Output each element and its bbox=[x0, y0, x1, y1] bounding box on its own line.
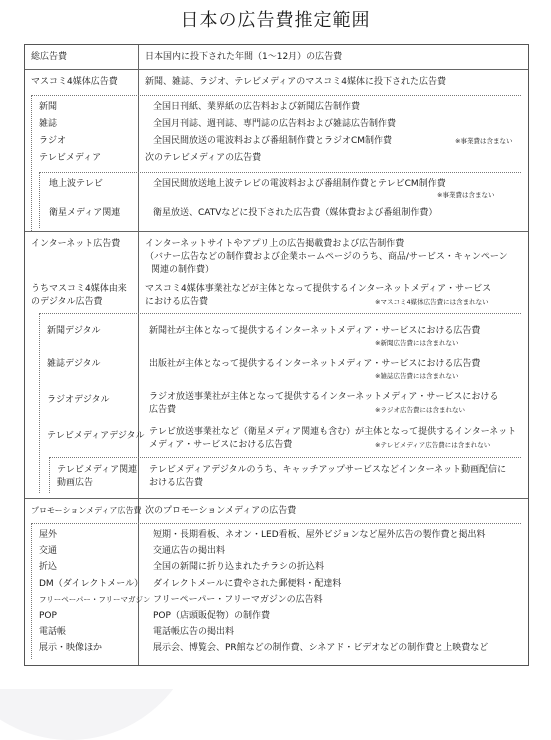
row-label-internet: インターネット広告費 bbox=[31, 239, 121, 249]
note-rd-digital: ※ラジオ広告費には含まれない bbox=[375, 406, 465, 414]
row-divider bbox=[25, 231, 528, 232]
page-title: 日本の広告費推定範囲 bbox=[180, 10, 371, 31]
row-desc-newspaper: 全国日刊紙、業界紙の広告料および新聞広告制作費 bbox=[153, 102, 361, 112]
row-label-tv-video-1: テレビメディア関連 bbox=[57, 465, 138, 475]
row-desc-mass: 新聞、雑誌、ラジオ、テレビメディアのマスコミ4媒体に投下された広告費 bbox=[145, 77, 447, 87]
promo-item-label: 展示・映像ほか bbox=[39, 643, 103, 654]
row-label-promo: プロモーションメディア広告費 bbox=[31, 506, 142, 515]
row-desc-tv-video-1: テレビメディアデジタルのうち、キャッチアップサービスなどインターネット動画配信に bbox=[149, 465, 507, 475]
dotted-bracket bbox=[39, 313, 40, 493]
promo-item-desc: 展示会、博覧会、PR館などの制作費、シネアド・ビデオなどの制作費と上映費など bbox=[153, 643, 489, 654]
row-label-total: 総広告費 bbox=[31, 52, 68, 62]
note-terrestrial: ※事業費は含まない bbox=[437, 191, 495, 199]
promo-item-label: 屋外 bbox=[39, 530, 58, 540]
row-divider bbox=[25, 498, 528, 499]
row-label-terrestrial: 地上波テレビ bbox=[49, 179, 103, 189]
row-desc-tv: 次のテレビメディアの広告費 bbox=[145, 153, 262, 163]
dotted-divider bbox=[31, 523, 521, 524]
dotted-divider bbox=[39, 313, 521, 314]
row-label-radio: ラジオ bbox=[39, 136, 67, 146]
row-desc-radio: 全国民間放送の電波料および番組制作費とラジオCM制作費 bbox=[153, 136, 393, 146]
row-label-rd-digital: ラジオデジタル bbox=[47, 395, 110, 405]
row-desc-mg-digital: 出版社が主体となって提供するインターネットメディア・サービスにおける広告費 bbox=[149, 359, 481, 369]
row-desc-tv-digital-2: メディア・サービスにおける広告費 bbox=[149, 440, 293, 450]
row-desc-promo: 次のプロモーションメディアの広告費 bbox=[145, 506, 297, 516]
dotted-divider bbox=[49, 457, 521, 458]
row-desc-mass-digital-1: マスコミ4媒体事業社などが主体となって提供するインターネットメディア・サービス bbox=[145, 284, 492, 294]
dotted-divider bbox=[31, 95, 521, 96]
promo-item-desc: POP（店頭販促物）の制作費 bbox=[153, 611, 270, 621]
row-label-mass-digital-2: のデジタル広告費 bbox=[31, 297, 103, 307]
promo-item-desc: 交通広告の掲出料 bbox=[153, 546, 226, 557]
promo-item-label: 折込 bbox=[39, 562, 58, 573]
row-desc-terrestrial: 全国民間放送地上波テレビの電波料および番組制作費とテレビCM制作費 bbox=[153, 179, 446, 189]
row-label-tv-video-2: 動画広告 bbox=[57, 478, 94, 488]
row-label-mass: マスコミ4媒体広告費 bbox=[31, 77, 118, 87]
row-label-mass-digital-1: うちマスコミ4媒体由来 bbox=[31, 284, 127, 294]
dotted-bracket bbox=[49, 457, 50, 493]
note-np-digital: ※新聞広告費には含まれない bbox=[375, 339, 459, 347]
row-desc-tv-digital-1: テレビ放送事業社など（衛星メディア関連も含む）が主体となって提供するインターネット bbox=[149, 427, 517, 437]
row-desc-rd-digital-1: ラジオ放送事業社が主体となって提供するインターネットメディア・サービスにおける bbox=[149, 392, 499, 402]
row-desc-internet-3: 関連の制作費） bbox=[151, 265, 215, 275]
promo-item-desc: ダイレクトメールに費やされた郵便料・配達料 bbox=[153, 578, 342, 589]
row-desc-tv-video-2: おける広告費 bbox=[149, 478, 204, 488]
promo-item-label: POP bbox=[39, 611, 57, 621]
dotted-divider bbox=[39, 172, 521, 173]
row-desc-internet-1: インターネットサイトやアプリ上の広告掲載費および広告制作費 bbox=[145, 239, 405, 249]
promo-item-label: フリーペーパー・フリーマガジン bbox=[39, 594, 151, 604]
promo-item-desc: フリーペーパー・フリーマガジンの広告料 bbox=[153, 594, 323, 605]
row-label-satellite: 衛星メディア関連 bbox=[49, 208, 121, 218]
ad-spending-table bbox=[24, 44, 529, 666]
row-label-np-digital: 新聞デジタル bbox=[47, 326, 101, 336]
note-mg-digital: ※雑誌広告費には含まれない bbox=[375, 372, 459, 380]
dotted-bracket bbox=[31, 95, 32, 231]
row-label-mg-digital: 雑誌デジタル bbox=[47, 359, 101, 369]
row-desc-rd-digital-2: 広告費 bbox=[149, 405, 177, 415]
promo-item-desc: 短期・長期看板、ネオン・LED看板、屋外ビジョンなど屋外広告の製作費と掲出料 bbox=[153, 530, 486, 540]
row-desc-mass-digital-2: における広告費 bbox=[145, 297, 209, 307]
note-tv-digital: ※テレビメディア広告費には含まれない bbox=[375, 441, 491, 449]
row-desc-total: 日本国内に投下された年間（1～12月）の広告費 bbox=[145, 52, 343, 62]
promo-item-desc: 全国の新聞に折り込まれたチラシの折込料 bbox=[153, 562, 325, 573]
row-divider bbox=[25, 69, 528, 70]
row-desc-internet-2: （バナー広告などの制作費および企業ホームページのうち、商品/サービス・キャンペーン bbox=[145, 252, 508, 262]
dotted-bracket bbox=[39, 172, 40, 228]
note-mass-digital: ※マスコミ4媒体広告費には含まれない bbox=[375, 298, 489, 306]
dotted-bracket bbox=[31, 523, 32, 659]
row-desc-np-digital: 新聞社が主体となって提供するインターネットメディア・サービスにおける広告費 bbox=[149, 326, 481, 336]
promo-item-desc: 電話帳広告の掲出料 bbox=[153, 627, 235, 638]
column-divider bbox=[138, 45, 139, 665]
row-desc-satellite: 衛星放送、CATVなどに投下された広告費（媒体費および番組制作費） bbox=[153, 208, 438, 218]
promo-item-label: 交通 bbox=[39, 546, 58, 557]
note-radio: ※事業費は含まない bbox=[455, 137, 513, 145]
row-label-newspaper: 新聞 bbox=[39, 102, 58, 112]
promo-item-label: DM（ダイレクトメール） bbox=[39, 578, 144, 589]
promo-item-label: 電話帳 bbox=[39, 627, 67, 638]
row-label-tv-digital: テレビメディアデジタル bbox=[47, 431, 145, 441]
row-label-tv: テレビメディア bbox=[39, 153, 102, 163]
row-label-magazine: 雑誌 bbox=[39, 119, 58, 129]
row-desc-magazine: 全国月刊誌、週刊誌、専門誌の広告料および雑誌広告制作費 bbox=[153, 119, 397, 129]
